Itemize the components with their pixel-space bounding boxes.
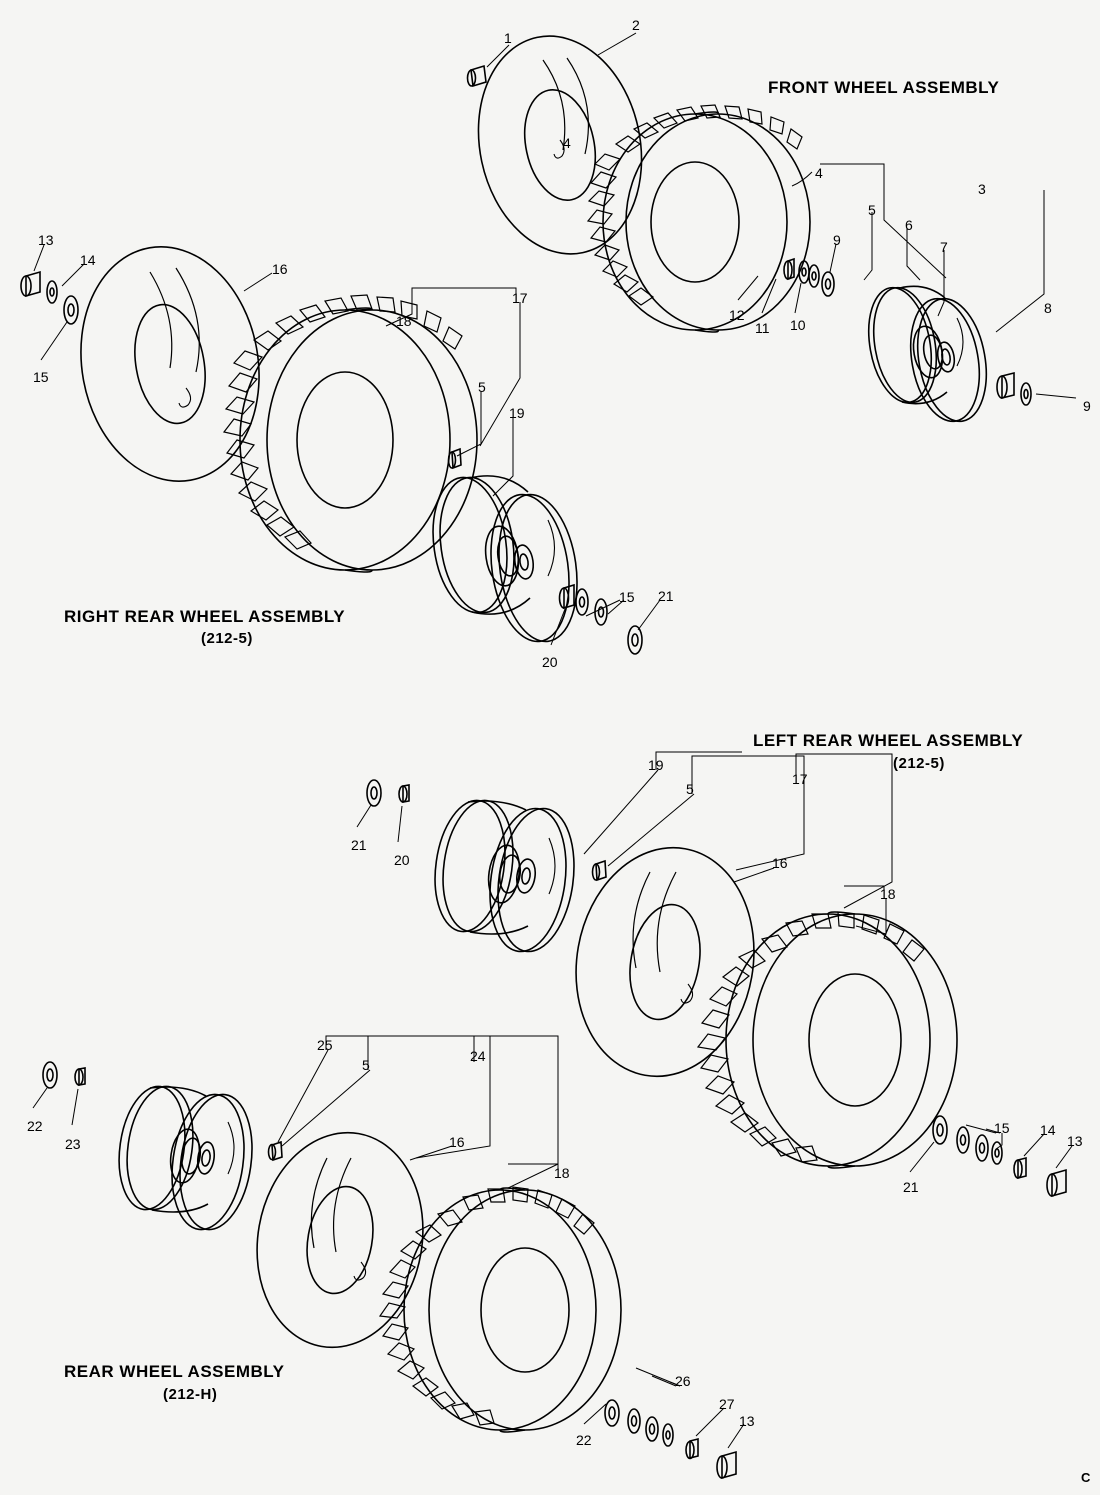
- callout-13: 13: [1067, 1133, 1083, 1149]
- callout-20: 20: [394, 852, 410, 868]
- left-rear-tire: [698, 912, 957, 1168]
- callout-23: 23: [65, 1136, 81, 1152]
- callout-2: 2: [632, 17, 640, 33]
- callout-15: 15: [994, 1120, 1010, 1136]
- callout-15: 15: [619, 589, 635, 605]
- callout-22: 22: [576, 1432, 592, 1448]
- callout-7: 7: [940, 239, 948, 255]
- assembly-title-front: FRONT WHEEL ASSEMBLY: [768, 78, 1000, 97]
- assembly-subtitle-left-rear: (212-5): [893, 755, 945, 772]
- callout-16: 16: [272, 261, 288, 277]
- callout-27: 27: [719, 1396, 735, 1412]
- callout-17: 17: [792, 771, 808, 787]
- assembly-title-rear-h: REAR WHEEL ASSEMBLY: [64, 1362, 285, 1381]
- callout-17: 17: [512, 290, 528, 306]
- callout-26: 26: [675, 1373, 691, 1389]
- callout-21: 21: [658, 588, 674, 604]
- callout-14: 14: [80, 252, 96, 268]
- callout-19: 19: [509, 405, 525, 421]
- rear-h-tube: [240, 1119, 439, 1360]
- callout-4: 4: [815, 165, 823, 181]
- callout-4: 4: [563, 135, 571, 151]
- callout-15: 15: [33, 369, 49, 385]
- callout-18: 18: [554, 1165, 570, 1181]
- front-rim: [860, 283, 995, 427]
- sheet-mark: C: [1081, 1470, 1091, 1485]
- left-rear-rim: [427, 796, 606, 957]
- front-hardware-right: [997, 373, 1031, 405]
- callout-9: 9: [833, 232, 841, 248]
- assembly-subtitle-rear-h: (212-H): [163, 1386, 218, 1403]
- callout-25: 25: [317, 1037, 333, 1053]
- callout-18: 18: [396, 313, 412, 329]
- callout-5: 5: [362, 1057, 370, 1073]
- callout-21: 21: [903, 1179, 919, 1195]
- left-rear-tube: [558, 833, 771, 1090]
- callout-24: 24: [470, 1048, 486, 1064]
- callout-14: 14: [1040, 1122, 1056, 1138]
- assembly-subtitle-right-rear: (212-5): [201, 630, 253, 647]
- front-hardware-left: [784, 259, 834, 296]
- callout-5: 5: [868, 202, 876, 218]
- callout-10: 10: [790, 317, 806, 333]
- right-rear-valve: [21, 272, 78, 324]
- rear-h-hardware-left: [43, 1062, 85, 1088]
- callout-22: 22: [27, 1118, 43, 1134]
- callout-9: 9: [1083, 398, 1091, 414]
- callout-8: 8: [1044, 300, 1052, 316]
- callout-19: 19: [648, 757, 664, 773]
- callout-3: 3: [978, 181, 986, 197]
- rear-h-hardware-right: [605, 1400, 736, 1478]
- callout-11: 11: [755, 320, 770, 336]
- callout-6: 6: [905, 217, 913, 233]
- callout-16: 16: [772, 855, 788, 871]
- rear-h-rim: [112, 1082, 282, 1234]
- left-rear-hardware-left: [367, 780, 409, 806]
- rear-h-tire: [380, 1187, 621, 1432]
- callout-21: 21: [351, 837, 367, 853]
- front-tire: [588, 105, 810, 332]
- callout-16: 16: [449, 1134, 465, 1150]
- callout-1: 1: [504, 30, 512, 46]
- assembly-title-right-rear: RIGHT REAR WHEEL ASSEMBLY: [64, 607, 346, 626]
- callout-12: 12: [729, 307, 745, 323]
- front-valve-stem: [468, 66, 487, 86]
- right-rear-tire: [224, 295, 477, 572]
- callout-13: 13: [38, 232, 54, 248]
- callout-18: 18: [880, 886, 896, 902]
- assembly-title-left-rear: LEFT REAR WHEEL ASSEMBLY: [753, 731, 1024, 750]
- callout-20: 20: [542, 654, 558, 670]
- callout-13: 13: [739, 1413, 755, 1429]
- callout-5: 5: [686, 781, 694, 797]
- callout-5: 5: [478, 379, 486, 395]
